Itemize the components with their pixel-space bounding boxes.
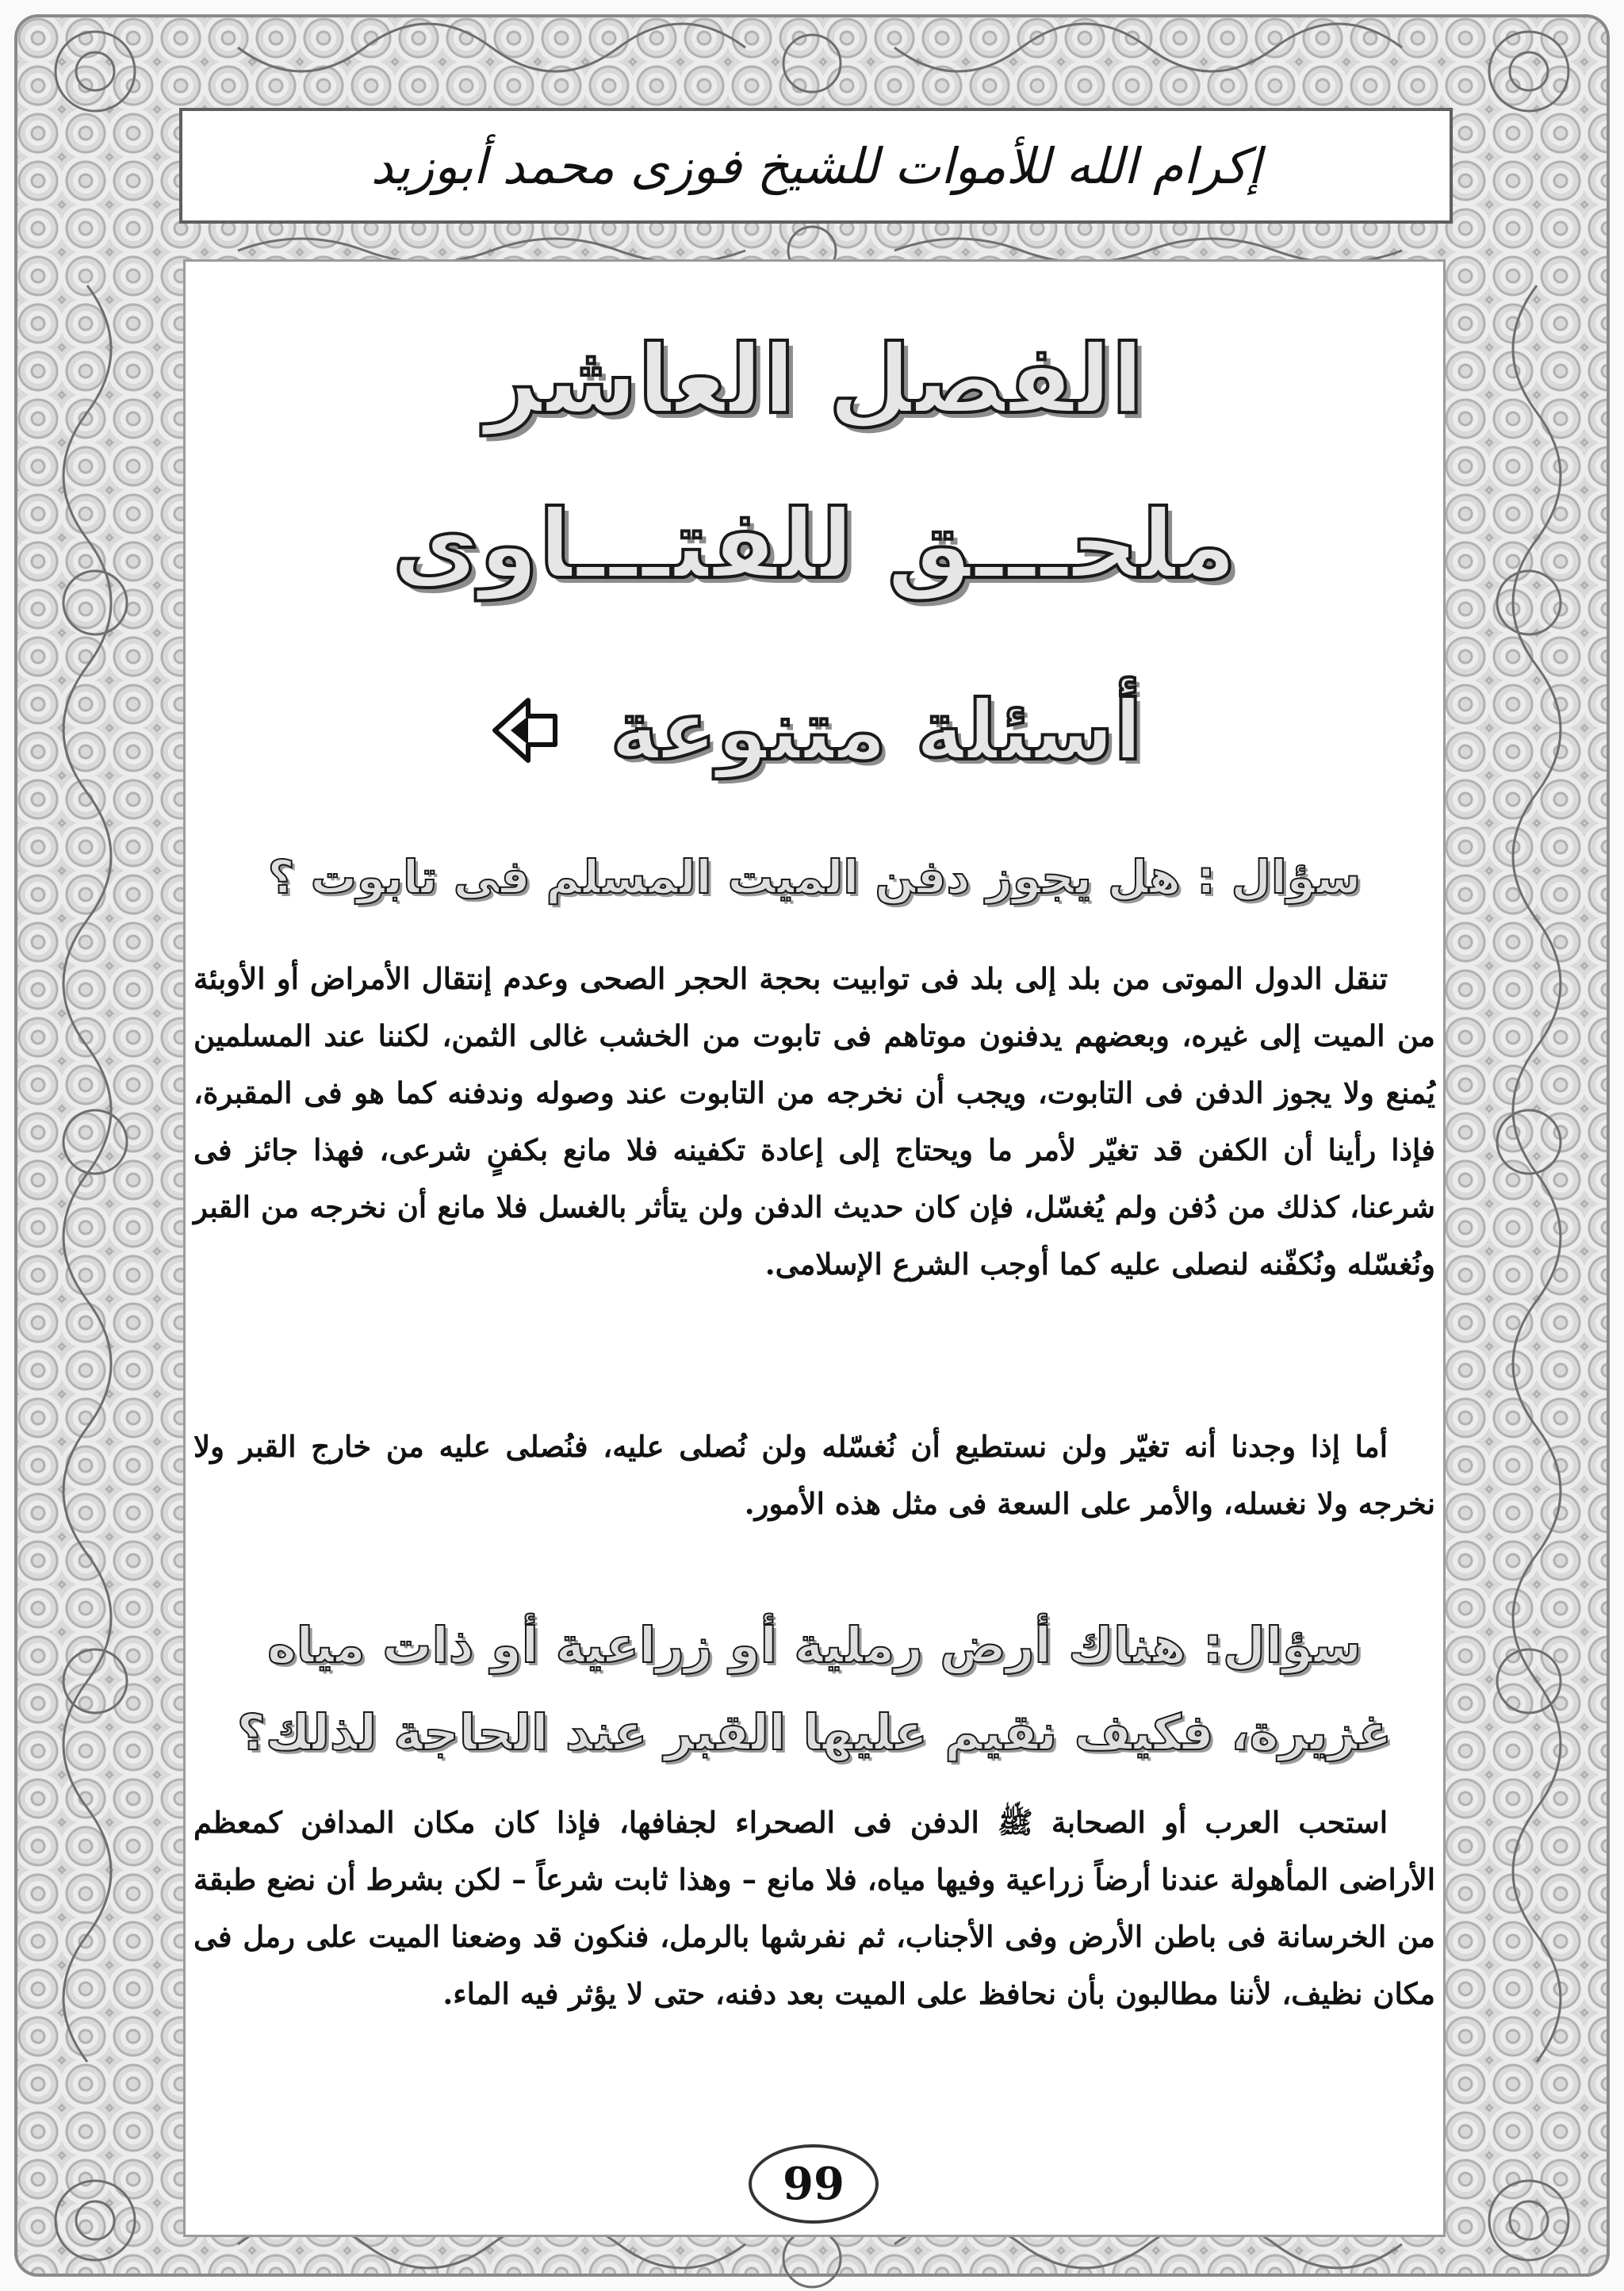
- page-number-badge: [749, 2144, 879, 2224]
- arrow-bullet-icon: [487, 692, 563, 768]
- running-title: إكرام الله للأموات للشيخ فوزى محمد أبوزيد: [370, 136, 1262, 195]
- page-number: 99: [783, 2158, 845, 2210]
- answer-paragraph: [193, 1418, 1435, 1532]
- section-title: أسئلة متنوعة: [610, 682, 1143, 779]
- chapter-subtitle: ملحـــق للفتـــاوى: [392, 490, 1237, 600]
- section-heading: [186, 671, 1443, 790]
- chapter-title: الفصل العاشر: [485, 325, 1144, 435]
- paragraph-text: استحب العرب أو الصحابة ﷺ الدفن فى الصحراء لجفافها، فإذا كان مكان المدافن كمعظم الأراضى المأهولة عندنا أرضاً زراعية وفيها مياه، فلا مانع – وهذا ثابت شرعاً – لكن بشرط أن نضع طبقة من الخرسانة فى باطن الأرض وفى الأجناب، ثم نفرشها بالرمل، فنكون قد وضعنا الميت على رمل فى مكان نظيف، لأننا مطالبون بأن نحافظ على الميت بعد دفنه، حتى لا يؤثر فيه الماء.: [193, 1805, 1435, 2011]
- question-title: سؤال: هناك أرض رملية أو زراعية أو ذات مياه غزيرة، فكيف نقيم عليها القبر عند الحاجة لذلك؟: [236, 1616, 1392, 1761]
- paragraph-text: تنقل الدول الموتى من بلد إلى بلد فى توابيت بحجة الحجر الصحى وعدم إنتقال الأمراض أو الأوبئة من الميت إلى غيره، وبعضهم يدفنون موتاهم فى تابوت من الخشب غالى الثمن، لكننا عند المسلمين يُمنع ولا يجوز الدفن فى التابوت، ويجب أن نخرجه من التابوت عند وصوله وندفنه كما هو فى المقبرة، فإذا رأينا أن الكفن قد تغيّر لأمر ما ويحتاج إلى إعادة تكفينه فلا مانع بكفنٍ شرعى، فهذا جائز فى شرعنا، كذلك من دُفن ولم يُغسّل، فإن كان حديث الدفن ولن يتأثر بالغسل فلا مانع أن نخرجه من القبر ونُغسّله ونُكفّنه لنصلى عليه كما أوجب الشرع الإسلامى.: [193, 961, 1435, 1282]
- answer-paragraph: [193, 1794, 1435, 2022]
- running-header: [179, 108, 1453, 224]
- answer-paragraph: [193, 950, 1435, 1293]
- question-title: سؤال : هل يجوز دفن الميت المسلم فى تابوت ؟: [267, 850, 1362, 904]
- paragraph-text: أما إذا وجدنا أنه تغيّر ولن نستطيع أن نُغسّله ولن نُصلى عليه، فنُصلى عليه من خارج القبر ولا نخرجه ولا نغسله، والأمر على السعة فى مثل هذه الأمور.: [193, 1429, 1435, 1521]
